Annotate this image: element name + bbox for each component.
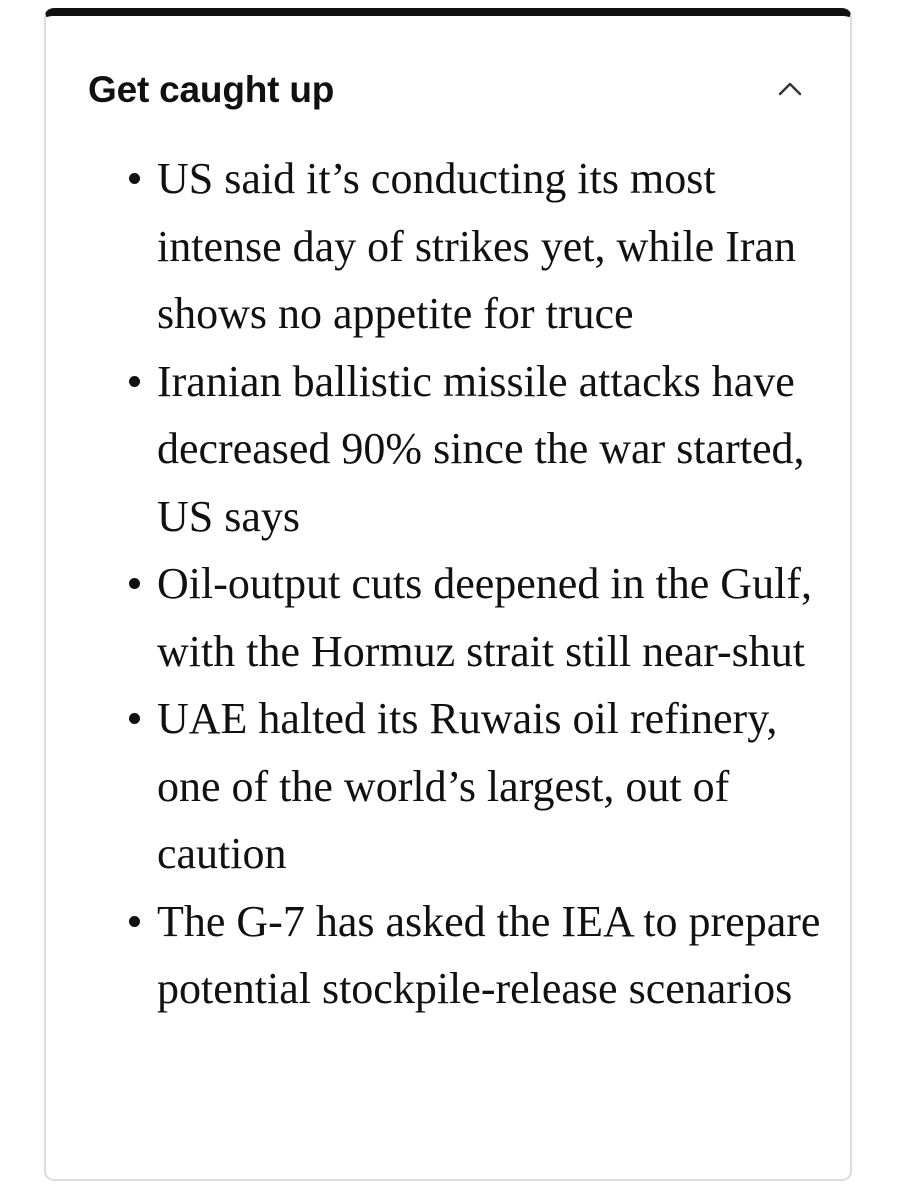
- summary-bullet-list: [129, 145, 829, 1023]
- collapse-button[interactable]: [770, 70, 810, 110]
- bullet-item: The G-7 has asked the IEA to prepare potential stockpile-release scenarios: [129, 888, 829, 1023]
- bullet-item: Iranian ballistic missile attacks have decreased 90% since the war started, US says: [129, 348, 829, 551]
- bullet-item: Oil-output cuts deepened in the Gulf, with the Hormuz strait still near-shut: [129, 550, 829, 685]
- card-header: [88, 64, 810, 116]
- bullet-item: UAE halted its Ruwais oil refinery, one of the world’s largest, out of caution: [129, 685, 829, 888]
- bullet-item: US said it’s conducting its most intense day of strikes yet, while Iran shows no appetite for truce: [129, 145, 829, 348]
- card-title: Get caught up: [88, 69, 335, 110]
- get-caught-up-card: [44, 8, 852, 1181]
- chevron-up-icon: [778, 82, 802, 96]
